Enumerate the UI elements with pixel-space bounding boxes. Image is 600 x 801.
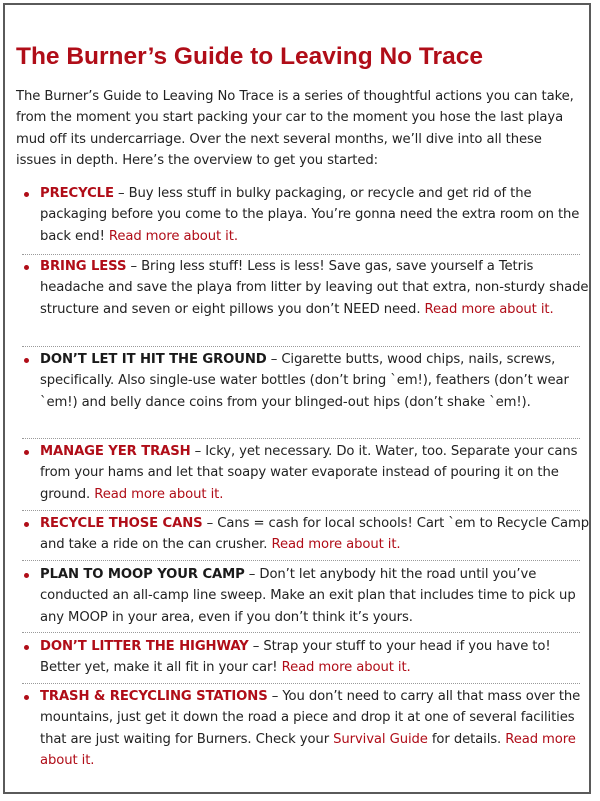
list-item-recycle-those-cans	[24, 513, 595, 556]
item-body: – Strap your stuff to your head if you have to! Better yet, make it all fit in your car!	[40, 639, 551, 676]
item-body: – Buy less stuff in bulky packaging, or recycle and get rid of the packaging before you come to the playa. You’re gonna need the extra room on the back end!	[40, 186, 580, 244]
bullet-icon	[24, 450, 29, 455]
read-more-link[interactable]: Read more about it.	[94, 486, 224, 502]
list-item-dont-litter-the-highway	[24, 636, 595, 679]
list-divider	[22, 346, 580, 347]
bullet-icon	[24, 645, 29, 650]
bullet-icon	[24, 573, 29, 578]
list-divider	[22, 632, 580, 633]
item-heading: RECYCLE THOSE CANS	[40, 516, 203, 531]
item-body: – Don’t let anybody hit the road until you’ve conducted an all-camp line sweep. Make an exit plan that includes time to pick up any MOOP in your area, even if you don’t think it’s yours.	[40, 567, 576, 625]
list-divider	[22, 438, 580, 439]
read-more-link[interactable]: Read more about it.	[108, 228, 238, 244]
list-item-manage-yer-trash	[24, 441, 595, 505]
item-heading: PRECYCLE	[40, 186, 114, 201]
item-body: – Bring less stuff! Less is less! Save gas, save yourself a Tetris headache and save the playa from litter by leaving out that extra, non-sturdy shade structure and seven or eight pillows you don’t NEED need.	[40, 259, 589, 317]
item-body: – Cans = cash for local schools! Cart `em to Recycle Camp and take a ride on the can crusher.	[40, 516, 590, 553]
list-item-trash-and-recycling-stations	[24, 686, 595, 771]
list-item-precycle	[24, 183, 595, 247]
item-heading: TRASH & RECYCLING STATIONS	[40, 689, 268, 704]
article-intro: The Burner’s Guide to Leaving No Trace is a series of thoughtful actions you can take, from the moment you start packing your car to the moment you hose the last playa mud off its undercarriage. Over the next several months, we’ll dive into all these issues in depth. Here’s the overview to get you started:	[16, 89, 574, 168]
bullet-icon	[24, 358, 29, 363]
item-body: – You don’t need to carry all that mass over the mountains, just get it down the road a piece and drop it at one of several facilities that are just waiting for Burners. Check your	[40, 689, 581, 747]
read-more-link[interactable]: Read more about it.	[281, 660, 411, 676]
list-item-bring-less	[24, 256, 595, 320]
item-heading: MANAGE YER TRASH	[40, 444, 191, 459]
list-divider	[22, 683, 580, 684]
survival-guide-link[interactable]: Survival Guide	[333, 731, 428, 747]
item-heading: BRING LESS	[40, 259, 127, 274]
item-body: – Cigarette butts, wood chips, nails, screws, specifically. Also single-use water bottles (don’t bring `em!), feathers (don’t wear `em!) and belly dance coins from your blinged-out hips (don’t shake `em!).	[40, 352, 569, 410]
list-item-dont-let-it-hit-the-ground	[24, 349, 595, 413]
bullet-icon	[24, 265, 29, 270]
list-divider	[22, 254, 580, 255]
item-body: – Icky, yet necessary. Do it. Water, too. Separate your cans from your hams and let that soapy water evaporate instead of pouring it on the ground.	[40, 444, 578, 502]
read-more-link[interactable]: Read more about it.	[424, 301, 554, 317]
bullet-icon	[24, 695, 29, 700]
bullet-icon	[24, 192, 29, 197]
item-heading: DON’T LITTER THE HIGHWAY	[40, 639, 249, 654]
bullet-icon	[24, 522, 29, 527]
list-divider	[22, 560, 580, 561]
list-item-plan-to-moop-your-camp	[24, 564, 595, 628]
read-more-link[interactable]: Read more about it.	[40, 731, 576, 768]
read-more-link[interactable]: Read more about it.	[271, 537, 401, 553]
list-divider	[22, 510, 580, 511]
article-title: The Burner’s Guide to Leaving No Trace	[16, 43, 483, 70]
item-heading: DON’T LET IT HIT THE GROUND	[40, 352, 267, 367]
item-heading: PLAN TO MOOP YOUR CAMP	[40, 567, 245, 582]
item-body-continued: for details.	[427, 731, 506, 747]
